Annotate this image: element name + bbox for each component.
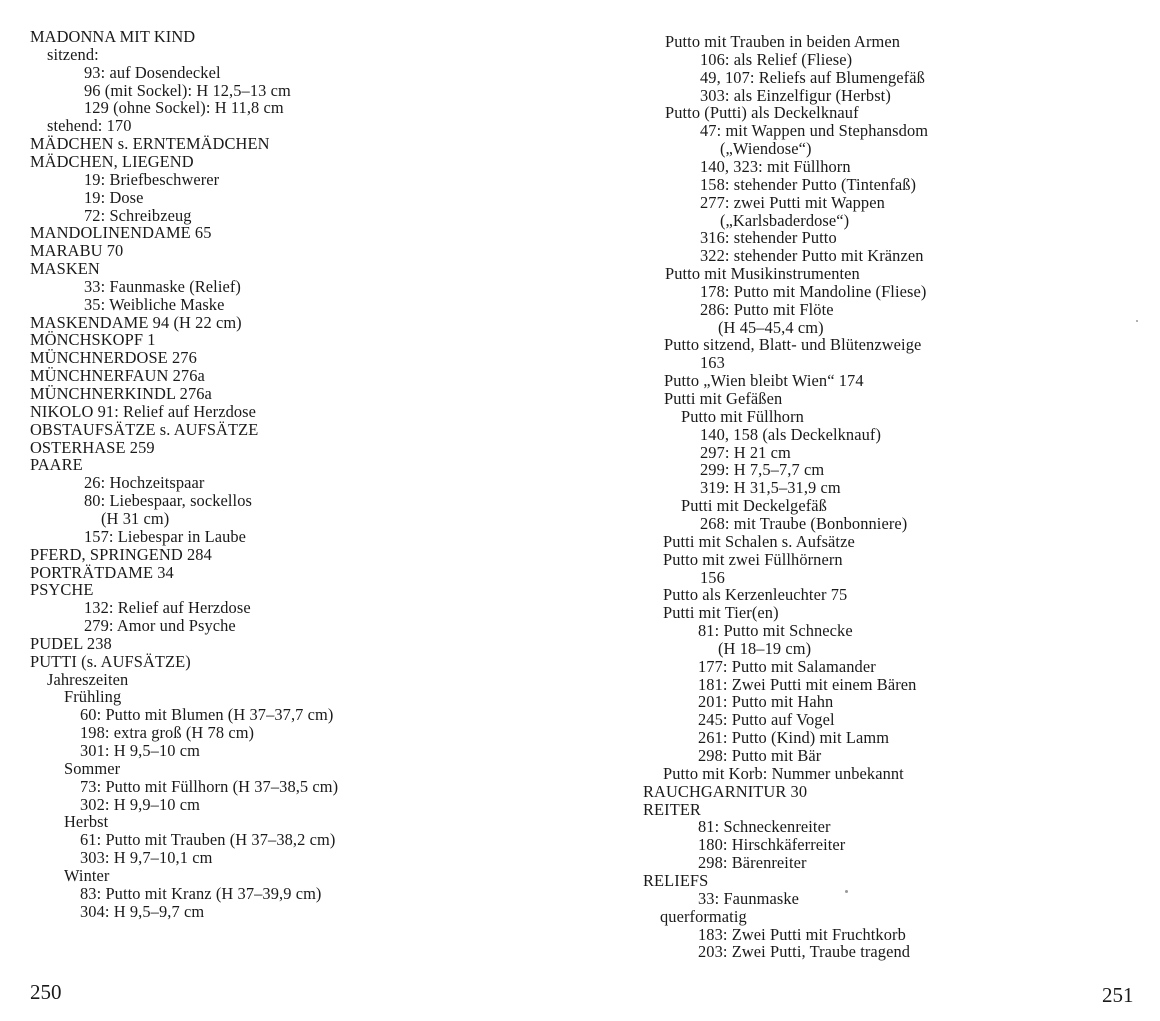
- index-entry: 140, 158 (als Deckelknauf): [700, 424, 882, 444]
- index-entry: MARABU 70: [30, 241, 124, 261]
- index-entry: MÄDCHEN, LIEGEND: [30, 151, 194, 171]
- index-entry: 35: Weibliche Maske: [84, 294, 225, 314]
- index-entry: Putti mit Schalen s. Aufsätze: [663, 531, 855, 551]
- index-entry: Putto „Wien bleibt Wien“ 174: [664, 371, 864, 391]
- index-entry: RELIEFS: [643, 870, 709, 890]
- index-entry: Putti mit Gefäßen: [664, 389, 783, 408]
- index-entry: 178: Putto mit Mandoline (Fliese): [700, 281, 927, 301]
- index-entry: NIKOLO 91: Relief auf Herzdose: [30, 401, 257, 421]
- index-entry: 286: Putto mit Flöte: [700, 299, 834, 319]
- index-entry: 316: stehender Putto: [700, 228, 837, 248]
- index-entry: MÖNCHSKOPF 1: [30, 330, 156, 350]
- index-entry: 198: extra groß (H 78 cm): [80, 723, 255, 743]
- index-entry: 157: Liebespar in Laube: [84, 526, 247, 546]
- index-entry: 302: H 9,9–10 cm: [80, 794, 200, 814]
- index-entry: MÄDCHEN s. ERNTEMÄDCHEN: [30, 134, 270, 154]
- index-entry: 201: Putto mit Hahn: [698, 692, 834, 712]
- index-entry: 203: Zwei Putti, Traube tragend: [698, 942, 911, 962]
- index-entry: 19: Dose: [84, 187, 144, 207]
- index-entry: 319: H 31,5–31,9 cm: [700, 478, 841, 498]
- index-entry: 33: Faunmaske: [698, 888, 799, 908]
- index-entry: PFERD, SPRINGEND 284: [30, 544, 212, 564]
- left-page-number: 250: [30, 980, 62, 1004]
- index-entry: stehend: 170: [47, 116, 132, 136]
- index-entry: 245: Putto auf Vogel: [698, 710, 835, 730]
- index-entry: Putto mit Musikinstrumenten: [665, 264, 860, 284]
- index-entry: 298: Putto mit Bär: [698, 746, 822, 765]
- index-entry: 303: H 9,7–10,1 cm: [80, 848, 213, 868]
- index-entry: REITER: [643, 799, 701, 819]
- index-entry: 268: mit Traube (Bonbonniere): [700, 513, 908, 533]
- index-entry: sitzend:: [47, 44, 99, 64]
- index-entry: Putto sitzend, Blatt- und Blütenzweige: [664, 335, 922, 355]
- index-entry: Putti mit Tier(en): [663, 603, 779, 623]
- index-entry: 49, 107: Reliefs auf Blumengefäß: [700, 67, 925, 87]
- index-entry: PUTTI (s. AUFSÄTZE): [30, 651, 191, 671]
- index-entry: Jahreszeiten: [47, 669, 129, 689]
- index-entry: Putto mit Korb: Nummer unbekannt: [663, 763, 904, 783]
- index-entry: MÜNCHNERDOSE 276: [30, 348, 197, 368]
- index-entry: (H 45–45,4 cm): [718, 317, 824, 337]
- index-entry: 177: Putto mit Salamander: [698, 656, 876, 676]
- index-entry: Putto mit Füllhorn: [681, 406, 804, 426]
- index-entry: Frühling: [64, 687, 122, 707]
- index-entry: PORTRÄTDAME 34: [30, 562, 174, 582]
- index-entry: 140, 323: mit Füllhorn: [700, 156, 851, 176]
- index-entry: 181: Zwei Putti mit einem Bären: [698, 674, 917, 694]
- index-entry: 73: Putto mit Füllhorn (H 37–38,5 cm): [80, 776, 339, 796]
- index-entry: RAUCHGARNITUR 30: [643, 781, 808, 801]
- index-entry: Putto als Kerzenleuchter 75: [663, 585, 848, 605]
- index-entry: 96 (mit Sockel): H 12,5–13 cm: [84, 80, 291, 100]
- index-entry: 33: Faunmaske (Relief): [84, 276, 241, 296]
- index-entry: PAARE: [30, 455, 83, 475]
- index-entry: querformatig: [660, 906, 747, 926]
- index-entry: 156: [700, 567, 725, 587]
- index-entry: 106: als Relief (Fliese): [700, 49, 853, 69]
- index-entry: 301: H 9,5–10 cm: [80, 741, 200, 760]
- index-entry: 129 (ohne Sockel): H 11,8 cm: [84, 98, 284, 118]
- index-entry: 93: auf Dosendeckel: [84, 62, 221, 82]
- index-entry: 299: H 7,5–7,7 cm: [700, 460, 825, 480]
- index-entry: Winter: [64, 865, 110, 885]
- index-entry: 132: Relief auf Herzdose: [84, 598, 251, 618]
- index-entry: 80: Liebespaar, sockellos: [84, 491, 252, 511]
- print-speck: [845, 890, 848, 893]
- index-entry: („Karlsbaderdose“): [720, 210, 850, 230]
- index-entry: 81: Putto mit Schnecke: [698, 621, 853, 641]
- index-entry: Putto mit Trauben in beiden Armen: [665, 32, 901, 51]
- index-entry: 158: stehender Putto (Tintenfaß): [700, 174, 917, 194]
- index-entry: 297: H 21 cm: [700, 442, 791, 462]
- index-entry: 277: zwei Putti mit Wappen: [700, 192, 885, 212]
- index-entry: OSTERHASE 259: [30, 437, 155, 457]
- index-entry: 180: Hirschkäferreiter: [698, 835, 846, 855]
- index-entry: MASKEN: [30, 259, 100, 279]
- index-entry: Sommer: [64, 758, 121, 778]
- index-entry: 81: Schneckenreiter: [698, 817, 831, 837]
- index-entry: 19: Briefbeschwerer: [84, 169, 220, 189]
- index-entry: MANDOLINENDAME 65: [30, 223, 212, 243]
- index-entry: 60: Putto mit Blumen (H 37–37,7 cm): [80, 705, 334, 725]
- index-entry: MASKENDAME 94 (H 22 cm): [30, 312, 242, 332]
- index-entry: 303: als Einzelfigur (Herbst): [700, 85, 891, 105]
- index-entry: Putto (Putti) als Deckelknauf: [665, 103, 859, 123]
- index-entry: („Wiendose“): [720, 139, 812, 159]
- index-entry: 261: Putto (Kind) mit Lamm: [698, 728, 890, 748]
- index-entry: 26: Hochzeitspaar: [84, 473, 205, 493]
- index-entry: 183: Zwei Putti mit Fruchtkorb: [698, 924, 906, 944]
- index-entry: OBSTAUFSÄTZE s. AUFSÄTZE: [30, 419, 259, 439]
- index-entry: Putti mit Deckelgefäß: [681, 496, 827, 516]
- index-entry: (H 31 cm): [101, 508, 170, 528]
- index-entry: Herbst: [64, 812, 109, 832]
- index-entry: (H 18–19 cm): [718, 638, 812, 658]
- index-entry: PSYCHE: [30, 580, 94, 600]
- print-speck: [1136, 320, 1138, 322]
- index-entry: Putto mit zwei Füllhörnern: [663, 549, 843, 569]
- index-entry: 72: Schreibzeug: [84, 205, 192, 225]
- right-page-number: 251: [1102, 983, 1134, 1007]
- index-entry: MÜNCHNERKINDL 276a: [30, 384, 212, 403]
- index-entry: MÜNCHNERFAUN 276a: [30, 366, 205, 386]
- index-entry: PUDEL 238: [30, 633, 112, 653]
- index-entry: 279: Amor und Psyche: [84, 616, 236, 636]
- index-entry: MADONNA MIT KIND: [30, 27, 196, 46]
- index-entry: 163: [700, 353, 725, 373]
- index-entry: 298: Bärenreiter: [698, 853, 807, 873]
- index-entry: 322: stehender Putto mit Kränzen: [700, 246, 924, 266]
- index-entry: 61: Putto mit Trauben (H 37–38,2 cm): [80, 830, 336, 850]
- index-entry: 304: H 9,5–9,7 cm: [80, 901, 205, 921]
- index-entry: 83: Putto mit Kranz (H 37–39,9 cm): [80, 883, 322, 903]
- index-entry: 47: mit Wappen und Stephansdom: [700, 121, 929, 141]
